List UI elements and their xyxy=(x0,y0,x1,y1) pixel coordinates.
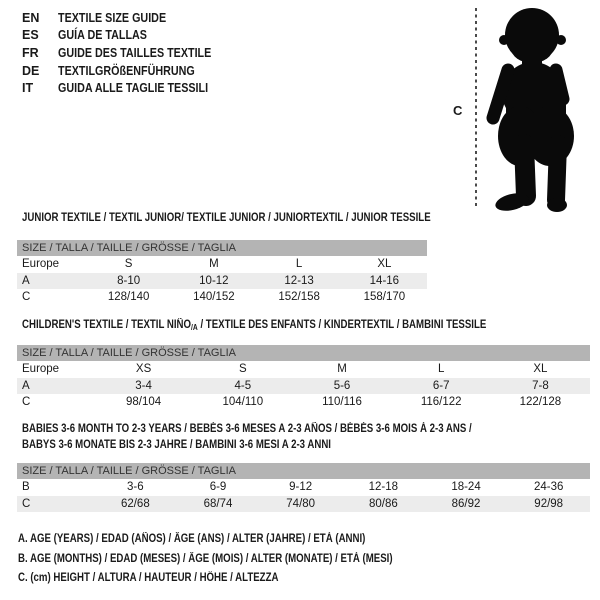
row-label: Europe xyxy=(22,258,60,270)
language-code: FR xyxy=(22,45,39,60)
table-row xyxy=(17,496,590,513)
language-label: GUÍA DE TALLAS xyxy=(58,28,147,43)
language-row xyxy=(22,44,236,62)
height-cell: 80/86 xyxy=(368,497,398,510)
size-cell: XL xyxy=(533,363,548,375)
height-cell: 86/92 xyxy=(451,497,481,510)
nino-a-subscript: /A xyxy=(191,323,198,332)
table-row xyxy=(17,479,590,496)
age-cell: 7-8 xyxy=(532,379,549,392)
row-label: C xyxy=(22,396,31,408)
size-cell: L xyxy=(295,258,303,270)
months-cell: 18-24 xyxy=(451,481,481,493)
row-label: C xyxy=(22,291,31,303)
children-size-table xyxy=(17,345,590,411)
language-label: TEXTILGRÖßENFÜHRUNG xyxy=(58,63,195,78)
language-row xyxy=(22,79,236,97)
row-label: A xyxy=(22,274,30,287)
size-header-bar: SIZE / TALLA / TAILLE / GRÖSSE / TAGLIA xyxy=(17,463,590,479)
babies-size-table xyxy=(17,463,590,512)
months-cell: 6-9 xyxy=(209,481,227,493)
children-section-title: CHILDREN'S TEXTILE / TEXTIL NIÑO/A / TEXTILE DES ENFANTS / KINDERTEXTIL / BAMBINI TESSILE xyxy=(22,319,487,332)
size-cell: M xyxy=(209,258,219,270)
baby-silhouette-icon xyxy=(486,4,600,212)
age-cell: 3-4 xyxy=(135,379,152,392)
size-cell: S xyxy=(124,258,133,270)
size-cell: S xyxy=(238,363,247,375)
height-cell: 140/152 xyxy=(193,291,235,303)
legend-line-b: B. AGE (MONTHS) / EDAD (MESES) / ÂGE (MOIS) / ALTER (MONATE) / ETÀ (MESI) xyxy=(18,552,393,565)
legend-line-c: C. (cm) HEIGHT / ALTURA / HAUTEUR / HÖHE / ALTEZZA xyxy=(18,572,279,584)
months-cell: 3-6 xyxy=(127,481,144,493)
legend xyxy=(18,533,464,592)
language-row xyxy=(22,9,236,27)
height-measure-label: C xyxy=(453,103,463,118)
table-row xyxy=(17,378,590,395)
size-cell: XL xyxy=(377,258,392,270)
months-cell: 9-12 xyxy=(289,481,313,493)
language-code: ES xyxy=(22,28,39,43)
table-row xyxy=(17,394,590,411)
height-cell: 116/122 xyxy=(420,396,462,408)
table-row xyxy=(17,273,427,290)
table-row xyxy=(17,289,427,306)
height-measure-line xyxy=(475,8,477,208)
language-row xyxy=(22,27,236,45)
language-code: DE xyxy=(22,63,40,78)
language-code: IT xyxy=(22,81,34,96)
table-row xyxy=(17,361,590,378)
table-row xyxy=(17,256,427,273)
age-cell: 8-10 xyxy=(117,274,141,287)
language-row xyxy=(22,62,236,80)
row-label: Europe xyxy=(22,363,60,375)
height-cell: 104/110 xyxy=(222,396,264,408)
age-cell: 14-16 xyxy=(369,274,400,287)
junior-section-title: JUNIOR TEXTILE / TEXTIL JUNIOR/ TEXTILE JUNIOR / JUNIORTEXTIL / JUNIOR TESSILE xyxy=(22,212,431,224)
language-label: GUIDA ALLE TAGLIE TESSILI xyxy=(58,81,209,96)
babies-section-title: BABIES 3-6 MONTH TO 2-3 YEARS / BEBÉS 3-6 MESES A 2-3 AÑOS / BÉBÉS 3-6 MOIS À 2-3 ANS / BABYS 3-6 MONATE BIS 2-3 JAHRE / BAMBINI 3-6 MESI A 2-3 ANNI xyxy=(22,423,472,451)
height-cell: 158/170 xyxy=(363,291,406,303)
size-cell: M xyxy=(337,363,347,375)
language-code: EN xyxy=(22,10,40,25)
age-cell: 10-12 xyxy=(199,274,229,287)
size-header-bar: SIZE / TALLA / TAILLE / GRÖSSE / TAGLIA xyxy=(17,345,590,361)
height-cell: 110/116 xyxy=(322,396,362,408)
height-cell: 92/98 xyxy=(534,497,564,510)
row-label: B xyxy=(22,481,30,493)
height-cell: 128/140 xyxy=(107,291,150,303)
row-label: C xyxy=(22,497,31,510)
legend-line-a: A. AGE (YEARS) / EDAD (AÑOS) / ÂGE (ANS) / ALTER (JAHRE) / ETÀ (ANNI) xyxy=(18,533,366,545)
height-cell: 62/68 xyxy=(120,497,150,510)
age-cell: 12-13 xyxy=(284,274,314,287)
height-cell: 152/158 xyxy=(278,291,320,303)
months-cell: 24-36 xyxy=(533,481,564,493)
language-label: GUIDE DES TAILLES TEXTILE xyxy=(58,45,212,60)
age-cell: 5-6 xyxy=(333,379,351,392)
size-header-bar: SIZE / TALLA / TAILLE / GRÖSSE / TAGLIA xyxy=(17,240,427,256)
age-cell: 6-7 xyxy=(432,379,450,392)
age-cell: 4-5 xyxy=(234,379,252,392)
height-cell: 122/128 xyxy=(519,396,562,408)
height-cell: 74/80 xyxy=(286,497,316,510)
size-cell: XS xyxy=(135,363,152,375)
months-cell: 12-18 xyxy=(368,481,399,493)
language-label: TEXTILE SIZE GUIDE xyxy=(58,10,167,25)
height-cell: 98/104 xyxy=(126,396,162,408)
junior-size-table xyxy=(17,240,427,306)
row-label: A xyxy=(22,379,30,392)
height-cell: 68/74 xyxy=(203,497,233,510)
language-list xyxy=(22,9,236,97)
size-cell: L xyxy=(438,363,445,375)
